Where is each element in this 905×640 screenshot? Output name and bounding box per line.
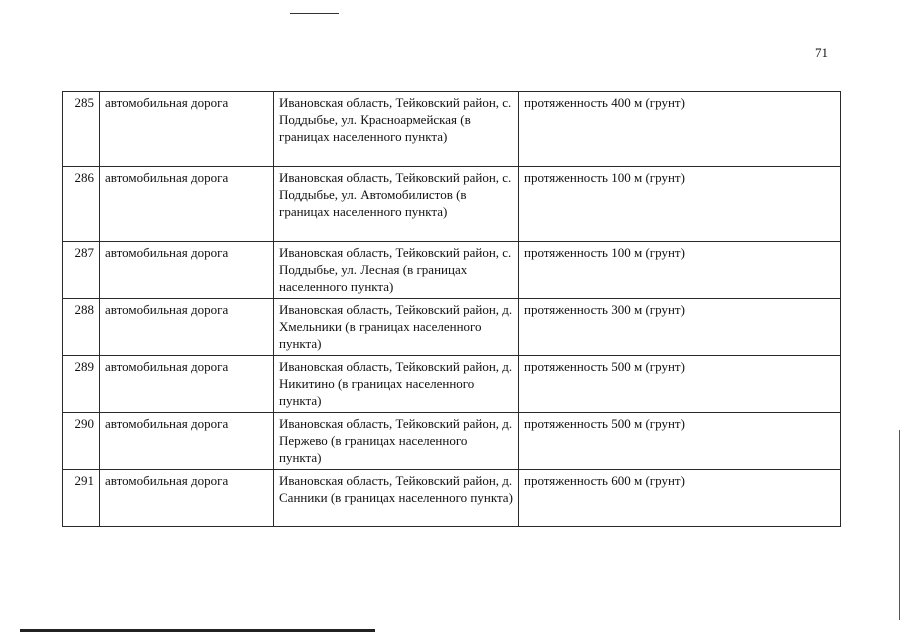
object-address: Ивановская область, Тейковский район, д. Пержево (в границах населенного пункта) xyxy=(274,413,519,470)
object-address: Ивановская область, Тейковский район, с. Поддыбье, ул. Красноармейская (в границах населенного пункта) xyxy=(274,92,519,167)
scan-edge-bar xyxy=(20,629,375,632)
table-row xyxy=(63,470,841,527)
object-address: Ивановская область, Тейковский район, с. Поддыбье, ул. Автомобилистов (в границах населенного пункта) xyxy=(274,167,519,242)
object-type: автомобильная дорога xyxy=(100,299,274,356)
table-row xyxy=(63,242,841,299)
object-address: Ивановская область, Тейковский район, д. Никитино (в границах населенного пункта) xyxy=(274,356,519,413)
table-row xyxy=(63,167,841,242)
object-length: протяженность 300 м (грунт) xyxy=(519,299,841,356)
object-length: протяженность 400 м (грунт) xyxy=(519,92,841,167)
object-address: Ивановская область, Тейковский район, с. Поддыбье, ул. Лесная (в границах населенного пункта) xyxy=(274,242,519,299)
table-row xyxy=(63,92,841,167)
roads-table xyxy=(62,91,841,527)
table-row xyxy=(63,356,841,413)
object-length: протяженность 100 м (грунт) xyxy=(519,242,841,299)
margin-line xyxy=(899,430,900,620)
row-number: 289 xyxy=(63,356,100,413)
object-address: Ивановская область, Тейковский район, д. Санники (в границах населенного пункта) xyxy=(274,470,519,527)
header-rule xyxy=(290,13,339,14)
row-number: 290 xyxy=(63,413,100,470)
object-length: протяженность 500 м (грунт) xyxy=(519,356,841,413)
object-type: автомобильная дорога xyxy=(100,356,274,413)
object-type: автомобильная дорога xyxy=(100,470,274,527)
object-type: автомобильная дорога xyxy=(100,167,274,242)
page-number: 71 xyxy=(815,45,828,60)
row-number: 288 xyxy=(63,299,100,356)
row-number: 285 xyxy=(63,92,100,167)
table-row xyxy=(63,413,841,470)
object-type: автомобильная дорога xyxy=(100,242,274,299)
row-number: 291 xyxy=(63,470,100,527)
object-length: протяженность 600 м (грунт) xyxy=(519,470,841,527)
object-address: Ивановская область, Тейковский район, д. Хмельники (в границах населенного пункта) xyxy=(274,299,519,356)
row-number: 286 xyxy=(63,167,100,242)
table-row xyxy=(63,299,841,356)
object-type: автомобильная дорога xyxy=(100,413,274,470)
object-length: протяженность 100 м (грунт) xyxy=(519,167,841,242)
object-type: автомобильная дорога xyxy=(100,92,274,167)
object-length: протяженность 500 м (грунт) xyxy=(519,413,841,470)
row-number: 287 xyxy=(63,242,100,299)
